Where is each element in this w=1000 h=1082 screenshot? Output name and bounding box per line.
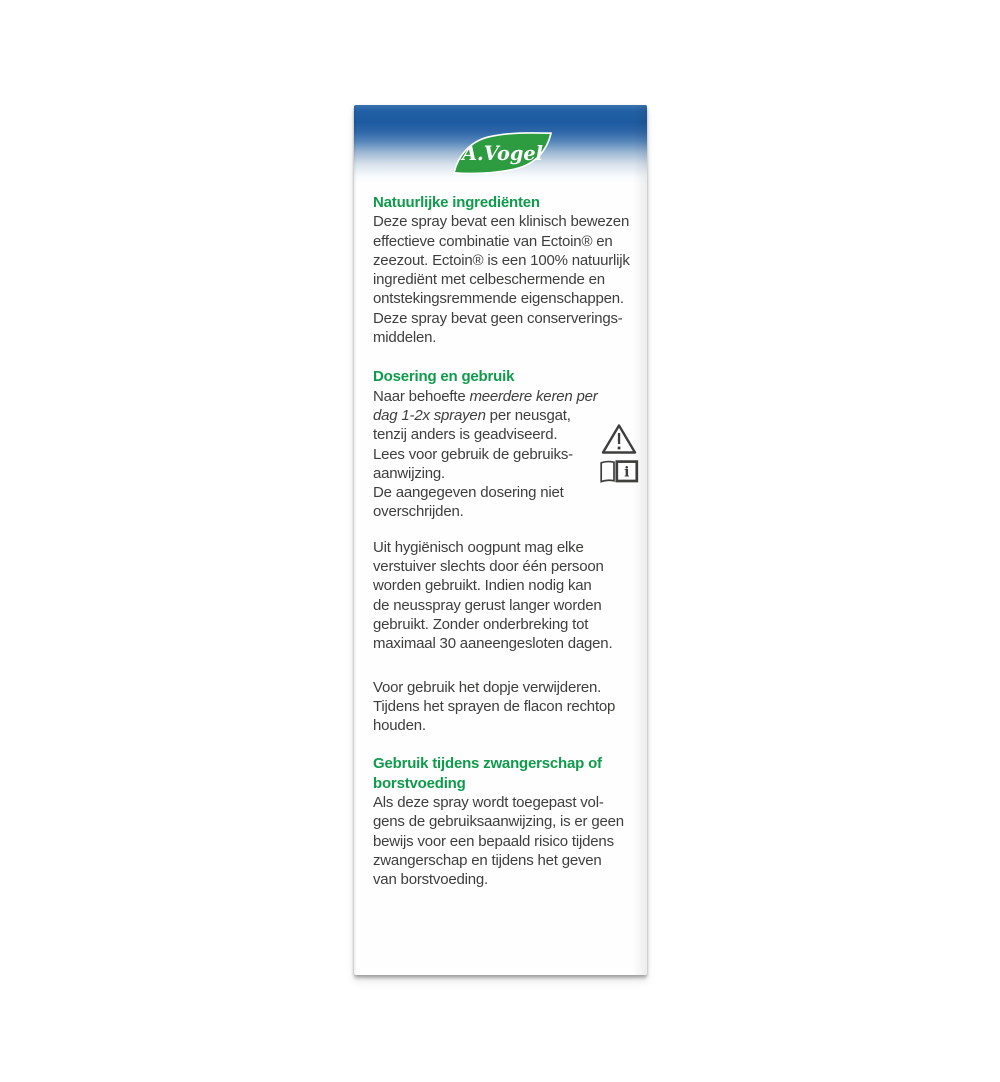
dosage-text-regular: per neusgat, [485, 406, 571, 424]
section-heading-dosage: Dosering en gebruik [373, 368, 515, 386]
body-line: ontstekingsremmende eigenschappen. [373, 290, 624, 308]
section-pregnancy [373, 754, 637, 889]
body-line: maximaal 30 aaneengesloten dagen. [373, 635, 613, 653]
panel-text-content [354, 193, 647, 890]
body-line: gens de gebruiksaanwijzing, is er geen [373, 813, 624, 831]
body-line: middelen. [373, 329, 437, 347]
packaging-panel [354, 105, 647, 975]
section-heading-pregnancy-line1: Gebruik tijdens zwangerschap of [373, 755, 602, 773]
body-line: gebruikt. Zonder onderbreking tot [373, 615, 589, 633]
section-before-use [373, 678, 637, 736]
body-line: van borstvoeding. [373, 871, 489, 889]
body-line: Voor gebruik het dopje verwijderen. [373, 678, 602, 696]
avogel-logo [453, 131, 552, 175]
section-hygiene [373, 538, 637, 654]
body-line: Tijdens het sprayen de flacon rechtop [373, 697, 616, 715]
body-line: Uit hygiënisch oogpunt mag elke [373, 538, 584, 556]
header-blue-gradient [354, 105, 647, 184]
pharma-symbols [598, 422, 640, 485]
body-line: de neusspray gerust langer worden [373, 596, 602, 614]
dosage-text-italic: dag 1-2x sprayen [373, 406, 486, 424]
body-line: Deze spray bevat een klinisch bewezen [373, 213, 630, 231]
dosage-text-italic: meerdere keren per [469, 387, 598, 405]
body-line: Lees voor gebruik de gebruiks- [373, 445, 573, 463]
dosage-text-regular: Naar behoefte [373, 387, 470, 405]
body-line: verstuiver slechts door één persoon [373, 558, 604, 576]
body-line: houden. [373, 717, 426, 735]
body-line [373, 387, 637, 406]
section-heading-pregnancy-line2: borstvoeding [373, 774, 466, 792]
warning-triangle-icon [600, 422, 638, 457]
booklet-i-glyph: i [623, 464, 629, 481]
logo-wordmark: A.Vogel [462, 141, 543, 165]
body-line: zeezout. Ectoin® is een 100% natuurlijk [373, 251, 630, 269]
body-line: Deze spray bevat geen conserverings- [373, 309, 623, 327]
body-line: zwangerschap en tijdens het geven [373, 851, 602, 869]
section-ingredients [373, 193, 637, 347]
section-heading-ingredients: Natuurlijke ingrediënten [373, 194, 540, 211]
body-line: De aangegeven dosering niet [373, 484, 564, 502]
body-line: aanwijzing. [373, 464, 446, 482]
body-line: worden gebruikt. Indien nodig kan [373, 577, 592, 595]
body-line: effectieve combinatie van Ectoin® en [373, 232, 613, 250]
body-line: tenzij anders is geadviseerd. [373, 426, 558, 444]
body-line: ingrediënt met celbeschermende en [373, 271, 605, 289]
body-line: Als deze spray wordt toegepast vol- [373, 794, 604, 812]
body-line: bewijs voor een bepaald risico tijdens [373, 832, 614, 850]
consult-instructions-icon [599, 459, 640, 485]
body-line: overschrijden. [373, 503, 464, 521]
